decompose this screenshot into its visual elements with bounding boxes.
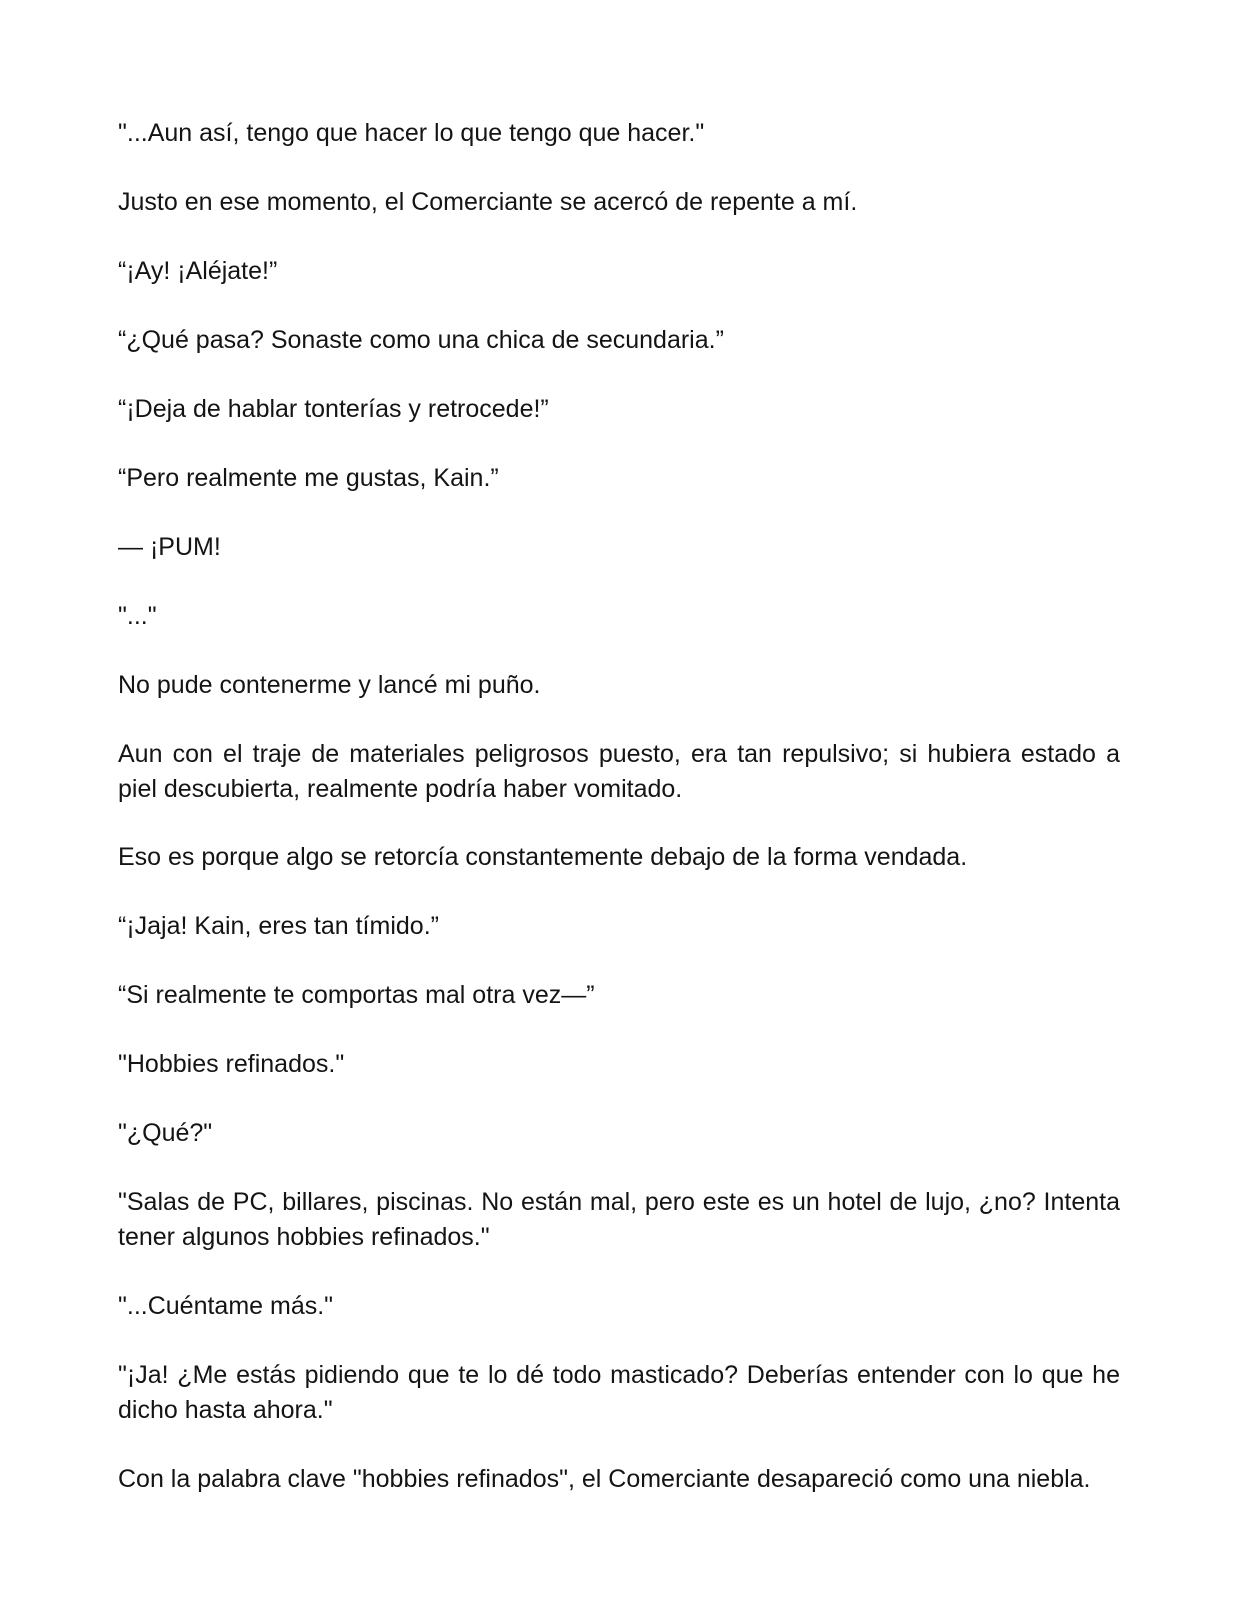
paragraph-4: “¿Qué pasa? Sonaste como una chica de secundaria.”: [118, 326, 724, 354]
paragraph-14: "Hobbies refinados.": [118, 1050, 345, 1078]
paragraph-9: No pude contenerme y lancé mi puño.: [118, 671, 541, 699]
paragraph-2: Justo en ese momento, el Comerciante se acercó de repente a mí.: [118, 188, 858, 216]
document-page: [118, 0, 1120, 1620]
paragraph-13: “Si realmente te comportas mal otra vez—”: [118, 981, 595, 1009]
paragraph-8: "...": [118, 602, 157, 630]
paragraph-6: “Pero realmente me gustas, Kain.”: [118, 464, 499, 492]
paragraph-5: “¡Deja de hablar tonterías y retrocede!”: [118, 395, 549, 423]
paragraph-19: Con la palabra clave "hobbies refinados", el Comerciante desapareció como una niebla.: [118, 1465, 1091, 1493]
paragraph-12: “¡Jaja! Kain, eres tan tímido.”: [118, 912, 439, 940]
paragraph-1: "...Aun así, tengo que hacer lo que tengo que hacer.": [118, 119, 705, 147]
paragraph-11: Eso es porque algo se retorcía constantemente debajo de la forma vendada.: [118, 843, 968, 871]
paragraph-7: — ¡PUM!: [118, 533, 221, 561]
paragraph-3: “¡Ay! ¡Aléjate!”: [118, 257, 278, 285]
paragraph-17: "...Cuéntame más.": [118, 1292, 334, 1320]
paragraph-15: "¿Qué?": [118, 1119, 213, 1147]
paragraph-16: "Salas de PC, billares, piscinas. No están mal, pero este es un hotel de lujo, ¿no? Intenta tener algunos hobbies refinados.": [118, 1188, 1120, 1251]
paragraph-18: "¡Ja! ¿Me estás pidiendo que te lo dé todo masticado? Deberías entender con lo que he dicho hasta ahora.": [118, 1361, 1120, 1424]
paragraph-10: Aun con el traje de materiales peligrosos puesto, era tan repulsivo; si hubiera estado a piel descubierta, realmente podría haber vomitado.: [118, 740, 1120, 803]
